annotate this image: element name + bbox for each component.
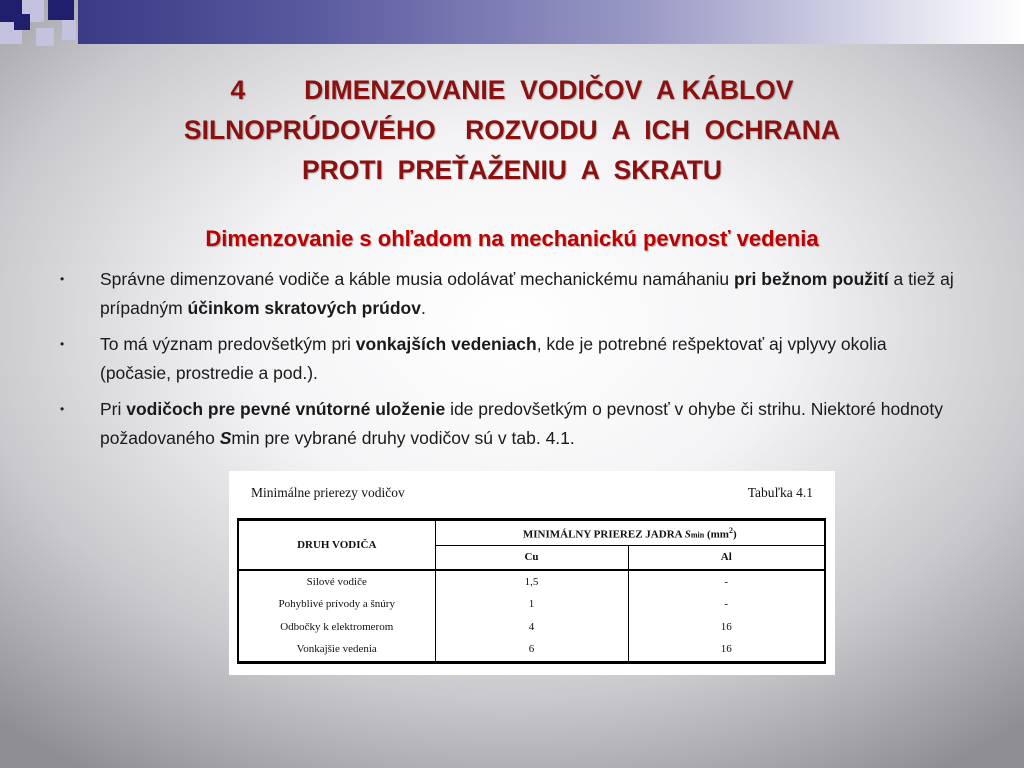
row-al: -	[724, 575, 729, 588]
bullet-bold-text: vonkajších vedeniach	[355, 334, 537, 354]
slide-title-line-2: SILNOPRÚDOVÉHO ROZVODU A ICH OCHRANA	[183, 115, 841, 145]
header-min-sup: 2	[728, 525, 733, 535]
row-al: 16	[720, 620, 732, 633]
row-cu: 1,5	[435, 570, 628, 594]
table-caption: Minimálne prierezy vodičov	[251, 485, 405, 500]
row-cu: 6	[435, 638, 628, 663]
table-figure	[229, 471, 835, 675]
bullet-text: To má význam predovšetkým pri	[100, 334, 356, 354]
table-row	[238, 593, 825, 615]
slide-title-line-3: PROTI PREŤAŽENIU A SKRATU	[301, 155, 723, 185]
bullet-text: Pri	[100, 399, 127, 419]
table-row	[238, 638, 825, 663]
bullet-text: .	[420, 298, 426, 318]
slide-title-line-1: 4 DIMENZOVANIE VODIČOV A KÁBLOV	[230, 75, 794, 105]
bullet-icon: •	[60, 402, 65, 416]
bullet-item-1	[60, 265, 960, 323]
header-min-prefix: MINIMÁLNY PRIEREZ JADRA	[522, 528, 685, 541]
table-number: Tabuľka 4.1	[747, 485, 813, 500]
header-conductor-type: DRUH VODIČA	[238, 520, 435, 570]
row-cu: 1	[435, 593, 628, 615]
header-min-cross-section	[435, 520, 825, 546]
table-row	[238, 570, 825, 594]
bullet-text: a tiež aj prípadným	[100, 269, 954, 318]
header-gradient-bar	[78, 0, 1024, 44]
decor-square-lavender-3	[36, 28, 54, 46]
header-min-symbol: S	[684, 528, 691, 541]
bullet-bold-text: pri bežnom použití	[734, 269, 889, 289]
decor-square-navy-3	[14, 14, 30, 30]
bullet-text: min pre vybrané druhy vodičov sú v tab. 4.1.	[231, 428, 575, 448]
row-name: Vonkajšie vedenia	[238, 638, 435, 663]
row-al: 16	[720, 643, 732, 656]
slide-title	[40, 70, 984, 190]
bullet-text: , kde je potrebné rešpektovať aj vplyvy okolia (počasie, prostredie a pod.).	[100, 334, 887, 383]
header-min-unit: (mm	[704, 528, 729, 541]
slide-subtitle: Dimenzovanie s ohľadom na mechanickú pevnosť vedenia	[205, 226, 819, 251]
header-cu: Cu	[435, 546, 628, 570]
bullet-bold-text: účinkom skratových prúdov	[187, 298, 421, 318]
bullet-icon: •	[60, 337, 65, 351]
bullet-item-3	[60, 395, 960, 453]
row-cu: 4	[435, 616, 628, 638]
header-min-sub: min	[690, 530, 705, 540]
table-row	[238, 616, 825, 638]
bullet-item-2	[60, 330, 960, 388]
min-cross-section-table	[237, 518, 826, 664]
decor-square-navy-2	[48, 0, 74, 20]
header-al: Al	[628, 546, 825, 570]
bullet-list	[60, 265, 960, 460]
decor-square-lavender-4	[62, 20, 76, 40]
row-al: -	[724, 598, 729, 611]
header-min-close: )	[732, 528, 737, 541]
row-name: Odbočky k elektromerom	[238, 616, 435, 638]
row-name: Pohyblivé prívody a šnúry	[238, 593, 435, 615]
row-name: Silové vodiče	[238, 570, 435, 594]
bullet-icon: •	[60, 272, 65, 286]
bullet-symbol-text: S	[219, 428, 232, 448]
bullet-bold-text: vodičoch pre pevné vnútorné uloženie	[126, 399, 446, 419]
bullet-text: Správne dimenzované vodiče a káble musia odolávať mechanickému namáhaniu	[100, 269, 735, 289]
bullet-text: ide predovšetkým o pevnosť v ohybe či strihu. Niektoré hodnoty požadovaného	[100, 399, 943, 448]
